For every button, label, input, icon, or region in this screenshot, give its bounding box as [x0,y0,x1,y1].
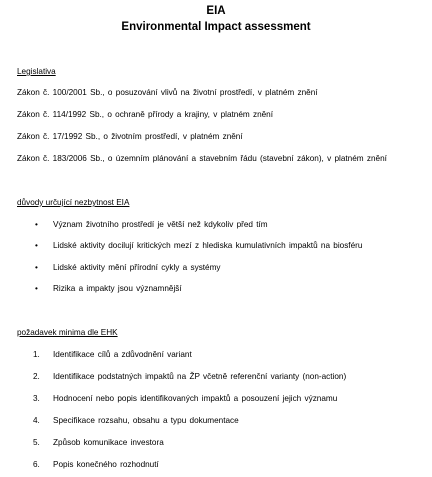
list-item [0,284,432,294]
requirement-text: Hodnocení nebo popis identifikovaných impaktů a posouzení jejich významu [53,394,338,403]
bullet-icon: • [35,263,38,272]
list-item [0,438,432,448]
requirement-text: Identifikace podstatných impaktů na ŽP včetně referenční varianty (non-action) [53,372,347,381]
item-number: 4. [33,416,40,425]
bullet-icon: • [35,220,38,229]
legislation-item: Zákon č. 114/1992 Sb., o ochraně přírody a krajiny, v platném znění [17,110,274,119]
requirement-text: Popis konečného rozhodnutí [53,460,159,469]
item-number: 6. [33,460,40,469]
requirement-text: Způsob komunikace investora [53,438,164,447]
document-title: EIA [206,5,226,17]
item-number: 5. [33,438,40,447]
legislation-heading: Legislativa [17,67,56,76]
item-number: 2. [33,372,40,381]
bullet-icon: • [35,284,38,293]
legislation-item: Zákon č. 17/1992 Sb., o životním prostředí, v platném znění [17,132,243,141]
legislation-item: Zákon č. 183/2006 Sb., o územním plánování a stavebním řádu (stavební zákon), v platném znění [17,154,387,163]
reasons-heading: důvody určující nezbytnost EIA [17,198,130,207]
list-item [0,372,432,382]
item-number: 1. [33,350,40,359]
requirements-heading: požadavek minima dle EHK [17,328,118,337]
list-item [0,263,432,273]
list-item [0,460,432,470]
reason-text: Lidské aktivity docilují kritických mezí z hlediska kumulativních impaktů na biosféru [53,241,363,250]
reason-text: Rizika a impakty jsou významnější [53,284,182,293]
reason-text: Lidské aktivity mění přírodní cykly a systémy [53,263,221,272]
list-item [0,220,432,230]
requirement-text: Identifikace cílů a zdůvodnění variant [53,350,192,359]
item-number: 3. [33,394,40,403]
bullet-icon: • [35,241,38,250]
list-item [0,241,432,251]
list-item [0,416,432,426]
legislation-item: Zákon č. 100/2001 Sb., o posuzování vlivů na životní prostředí, v platném znění [17,88,318,97]
requirement-text: Specifikace rozsahu, obsahu a typu dokumentace [53,416,239,425]
reason-text: Význam životního prostředí je větší než kdykoliv před tím [53,220,268,229]
list-item [0,394,432,404]
list-item [0,350,432,360]
document-subtitle: Environmental Impact assessment [121,21,311,33]
